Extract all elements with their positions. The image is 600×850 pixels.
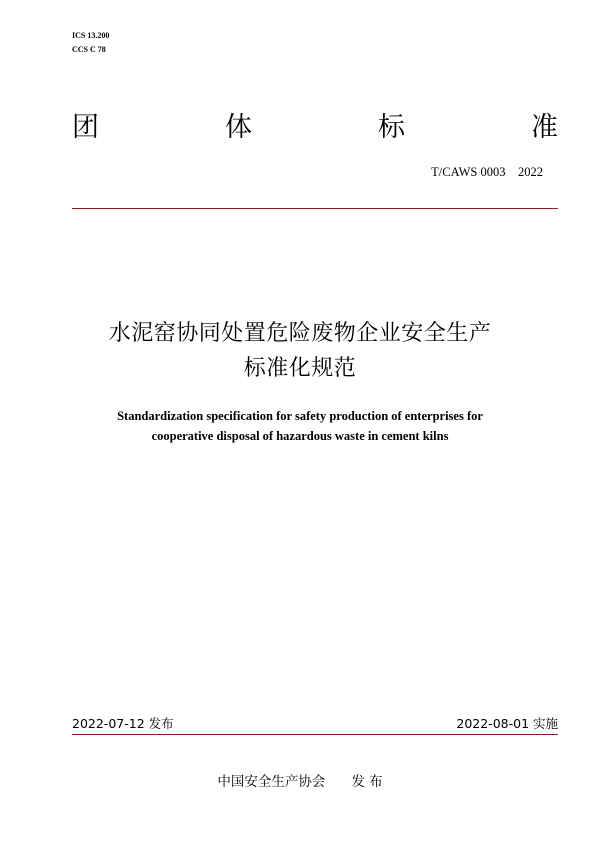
publisher-name: 中国安全生产协会: [217, 774, 326, 790]
publisher-line: [0, 772, 600, 792]
bottom-divider: [72, 734, 558, 735]
ccs-code: CCS C 78: [72, 45, 106, 54]
chinese-title: [0, 316, 600, 386]
standard-type-char: 体: [225, 112, 252, 143]
chinese-title-line-2: 标准化规范: [243, 356, 357, 381]
publisher-action: 发 布: [351, 774, 383, 790]
english-title: [0, 406, 600, 446]
issue-date: 2022-07-12 发布: [72, 716, 174, 731]
standard-type-heading: [72, 108, 558, 148]
standard-type-char: 准: [531, 112, 558, 143]
standard-code: T/CAWS 0003 2022: [431, 165, 543, 179]
chinese-title-line-1: 水泥窑协同处置危险废物企业安全生产: [108, 321, 492, 346]
standard-type-char: 标: [378, 112, 405, 143]
ics-code: ICS 13.200: [72, 31, 110, 40]
english-title-line-1: Standardization specification for safety production of enterprises for: [117, 409, 483, 423]
english-title-line-2: cooperative disposal of hazardous waste in cement kilns: [151, 429, 449, 443]
implementation-date: 2022-08-01 实施: [456, 716, 558, 731]
top-divider: [72, 208, 558, 209]
standard-type-char: 团: [72, 112, 99, 143]
